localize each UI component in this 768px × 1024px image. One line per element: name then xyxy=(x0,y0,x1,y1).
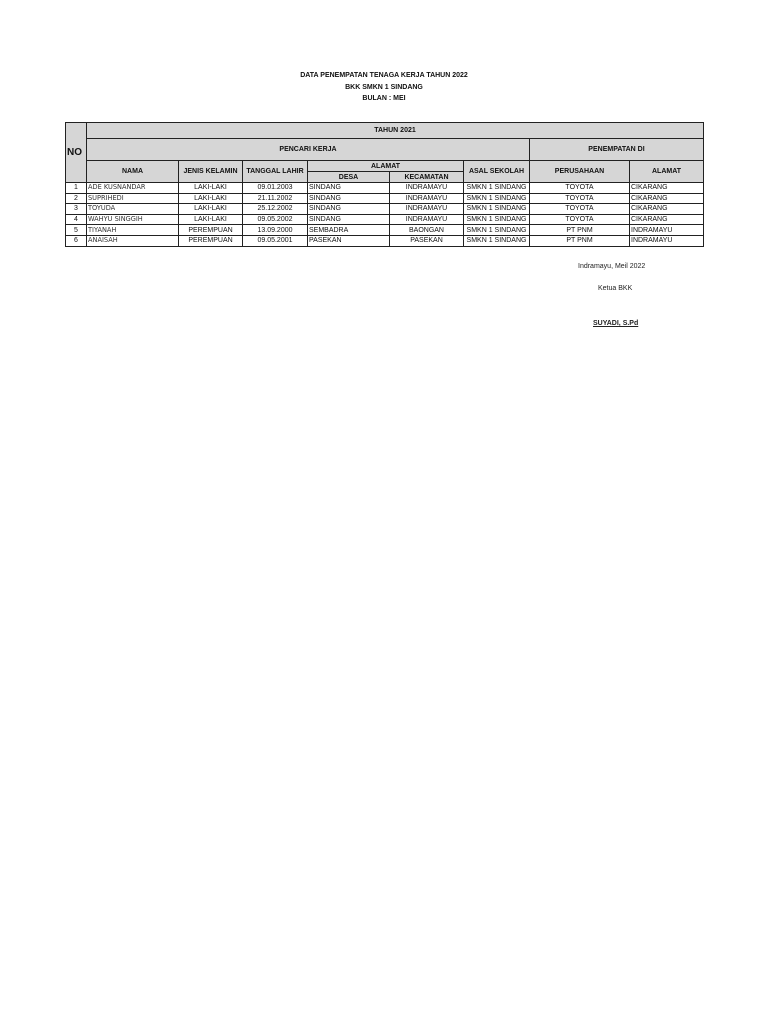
title-line-1: DATA PENEMPATAN TENAGA KERJA TAHUN 2022 xyxy=(300,72,468,79)
table-row xyxy=(66,225,704,236)
cell-nama: ANAISAH xyxy=(87,235,179,246)
year-header: TAHUN 2021 xyxy=(87,123,704,139)
cell-nama: SUPRIHEDI xyxy=(87,193,179,204)
placement-table xyxy=(65,122,704,247)
cell-desa: SEMBADRA xyxy=(308,225,390,236)
cell-jenis-kelamin: LAKI-LAKI xyxy=(179,204,243,215)
cell-nama: WAHYU SINGGIH xyxy=(87,214,179,225)
col-nama-header: NAMA xyxy=(87,161,179,183)
title-line-3: BULAN : MEI xyxy=(362,95,406,102)
cell-alamat: CIKARANG xyxy=(630,193,704,204)
alamat-group-header: ALAMAT xyxy=(308,161,464,172)
col-kecamatan-header: KECAMATAN xyxy=(390,172,464,183)
cell-no: 5 xyxy=(66,225,87,236)
cell-perusahaan: PT PNM xyxy=(530,225,630,236)
table-row xyxy=(66,183,704,194)
cell-perusahaan: TOYOTA xyxy=(530,204,630,215)
title-line-2: BKK SMKN 1 SINDANG xyxy=(345,83,423,91)
cell-perusahaan: TOYOTA xyxy=(530,193,630,204)
cell-tanggal-lahir: 13.09.2000 xyxy=(243,225,308,236)
cell-asal-sekolah: SMKN 1 SINDANG xyxy=(464,204,530,215)
cell-tanggal-lahir: 09.05.2002 xyxy=(243,214,308,225)
cell-nama: TIYANAH xyxy=(87,225,179,236)
table-row xyxy=(66,204,704,215)
signature-role: Ketua BKK xyxy=(598,285,633,292)
cell-jenis-kelamin: LAKI-LAKI xyxy=(179,193,243,204)
cell-tanggal-lahir: 09.01.2003 xyxy=(243,183,308,194)
cell-alamat: CIKARANG xyxy=(630,214,704,225)
document-title xyxy=(0,70,768,105)
cell-kecamatan: INDRAMAYU xyxy=(390,183,464,194)
cell-kecamatan: INDRAMAYU xyxy=(390,214,464,225)
cell-jenis-kelamin: PEREMPUAN xyxy=(179,235,243,246)
col-tanggal-lahir-header: TANGGAL LAHIR xyxy=(243,161,308,183)
cell-perusahaan: TOYOTA xyxy=(530,214,630,225)
cell-alamat: INDRAMAYU xyxy=(630,235,704,246)
cell-asal-sekolah: SMKN 1 SINDANG xyxy=(464,225,530,236)
cell-kecamatan: BAONGAN xyxy=(390,225,464,236)
cell-alamat: INDRAMAYU xyxy=(630,225,704,236)
cell-no: 1 xyxy=(66,183,87,194)
cell-perusahaan: TOYOTA xyxy=(530,183,630,194)
cell-desa: SINDANG xyxy=(308,214,390,225)
no-header: NO xyxy=(66,123,87,183)
cell-tanggal-lahir: 09.05.2001 xyxy=(243,235,308,246)
cell-desa: SINDANG xyxy=(308,183,390,194)
cell-kecamatan: INDRAMAYU xyxy=(390,193,464,204)
col-perusahaan-header: PERUSAHAAN xyxy=(530,161,630,183)
table-row xyxy=(66,193,704,204)
pencari-kerja-header: PENCARI KERJA xyxy=(87,139,530,161)
cell-no: 6 xyxy=(66,235,87,246)
col-alamat-header: ALAMAT xyxy=(630,161,704,183)
cell-asal-sekolah: SMKN 1 SINDANG xyxy=(464,183,530,194)
signature-place-date: Indramayu, Meil 2022 xyxy=(578,263,646,270)
cell-tanggal-lahir: 21.11.2002 xyxy=(243,193,308,204)
cell-no: 3 xyxy=(66,204,87,215)
cell-kecamatan: INDRAMAYU xyxy=(390,204,464,215)
cell-alamat: CIKARANG xyxy=(630,204,704,215)
cell-asal-sekolah: SMKN 1 SINDANG xyxy=(464,214,530,225)
col-jenis-kelamin-header: JENIS KELAMIN xyxy=(179,161,243,183)
table-row xyxy=(66,235,704,246)
cell-perusahaan: PT PNM xyxy=(530,235,630,246)
cell-no: 4 xyxy=(66,214,87,225)
cell-jenis-kelamin: LAKI-LAKI xyxy=(179,183,243,194)
cell-asal-sekolah: SMKN 1 SINDANG xyxy=(464,193,530,204)
signature-name: SUYADI, S.Pd xyxy=(593,320,639,327)
table-row xyxy=(66,214,704,225)
cell-jenis-kelamin: LAKI-LAKI xyxy=(179,214,243,225)
cell-asal-sekolah: SMKN 1 SINDANG xyxy=(464,235,530,246)
cell-kecamatan: PASEKAN xyxy=(390,235,464,246)
col-asal-sekolah-header: ASAL SEKOLAH xyxy=(464,161,530,183)
cell-desa: PASEKAN xyxy=(308,235,390,246)
penempatan-header: PENEMPATAN DI xyxy=(530,139,704,161)
cell-no: 2 xyxy=(66,193,87,204)
cell-alamat: CIKARANG xyxy=(630,183,704,194)
cell-tanggal-lahir: 25.12.2002 xyxy=(243,204,308,215)
cell-jenis-kelamin: PEREMPUAN xyxy=(179,225,243,236)
cell-desa: SINDANG xyxy=(308,204,390,215)
col-desa-header: DESA xyxy=(308,172,390,183)
cell-desa: SINDANG xyxy=(308,193,390,204)
cell-nama: ADE KUSNANDAR xyxy=(87,183,179,194)
cell-nama: TOYUDA xyxy=(87,204,179,215)
